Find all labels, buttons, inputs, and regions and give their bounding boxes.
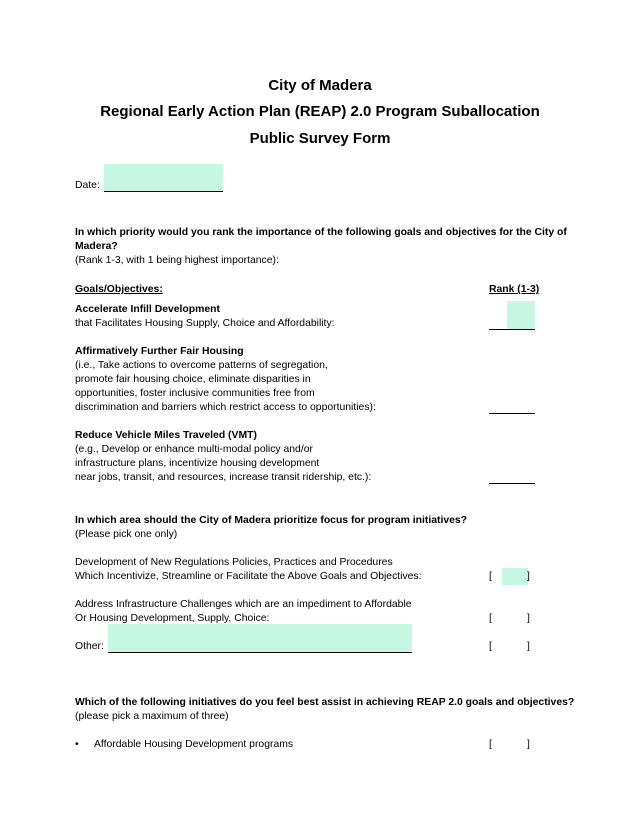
goal-description-line: (i.e., Take actions to overcome patterns of segregation, [75, 360, 328, 371]
bracket-open[interactable]: [ [489, 641, 492, 652]
other-field-highlight[interactable] [108, 624, 412, 652]
bracket-open: [ [489, 571, 492, 582]
rank-field-highlight[interactable] [507, 301, 535, 329]
q3-instruction: (please pick a maximum of three) [75, 711, 229, 722]
bracket-close[interactable]: ] [527, 739, 530, 750]
goals-column-header: Goals/Objectives: [75, 284, 163, 295]
bracket-close[interactable]: ] [527, 641, 530, 652]
q2-question: In which area should the City of Madera prioritize focus for program initiatives? [75, 515, 468, 526]
goal-description-line: (e.g., Develop or enhance multi-modal policy and/or [75, 444, 313, 455]
q2-instruction: (Please pick one only) [75, 529, 178, 540]
document-title: City of Madera [268, 77, 372, 94]
goal-title: Reduce Vehicle Miles Traveled (VMT) [75, 430, 257, 441]
goal-title: Affirmatively Further Fair Housing [75, 346, 244, 357]
date-field-highlight[interactable] [104, 164, 223, 191]
program-title: Regional Early Action Plan (REAP) 2.0 Program Suballocation [100, 103, 540, 120]
bracket-close: ] [527, 571, 530, 582]
q1-instruction: (Rank 1-3, with 1 being highest importance): [75, 255, 279, 266]
goal-description-line: discrimination and barriers which restrict access to opportunities): [75, 402, 376, 413]
rank-line-goal-2[interactable] [489, 413, 535, 414]
rank-line-goal-3[interactable] [489, 483, 535, 484]
goal-description-line: promote fair housing choice, eliminate disparities in [75, 374, 311, 385]
goal-description-line: that Facilitates Housing Supply, Choice and Affordability: [75, 318, 335, 329]
date-underline [104, 191, 223, 192]
option-line: Development of New Regulations Policies, Practices and Procedures [75, 557, 393, 568]
goal-description-line: infrastructure plans, incentivize housing development [75, 458, 320, 469]
q3-question: Which of the following initiatives do you feel best assist in achieving REAP 2.0 goals and objectives? [75, 697, 575, 708]
q1-question: In which priority would you rank the importance of the following goals and objectives for the City of [75, 227, 567, 238]
goal-description-line: near jobs, transit, and resources, increase transit ridership, etc.): [75, 472, 372, 483]
bracket-open[interactable]: [ [489, 613, 492, 624]
rank-column-header: Rank (1-3) [489, 284, 540, 295]
date-label: Date: [75, 180, 100, 191]
bracket-close[interactable]: ] [527, 613, 530, 624]
form-title: Public Survey Form [249, 130, 391, 147]
option-line: Address Infrastructure Challenges which are an impediment to Affordable [75, 599, 412, 610]
bullet: • [75, 739, 79, 750]
goal-title: Accelerate Infill Development [75, 304, 220, 315]
rank-line-goal-1[interactable] [489, 329, 535, 330]
bracket-open[interactable]: [ [489, 739, 492, 750]
q1-question-cont: Madera? [75, 241, 118, 252]
option-line: Which Incentivize, Streamline or Facilitate the Above Goals and Objectives: [75, 571, 422, 582]
initiative-label: Affordable Housing Development programs [94, 739, 294, 750]
other-underline [108, 652, 412, 653]
option-line: Or Housing Development, Supply, Choice: [75, 613, 270, 624]
other-label: Other: [75, 641, 104, 652]
option-checkbox-highlight[interactable] [502, 568, 528, 585]
goal-description-line: opportunities, foster inclusive communities free from [75, 388, 315, 399]
